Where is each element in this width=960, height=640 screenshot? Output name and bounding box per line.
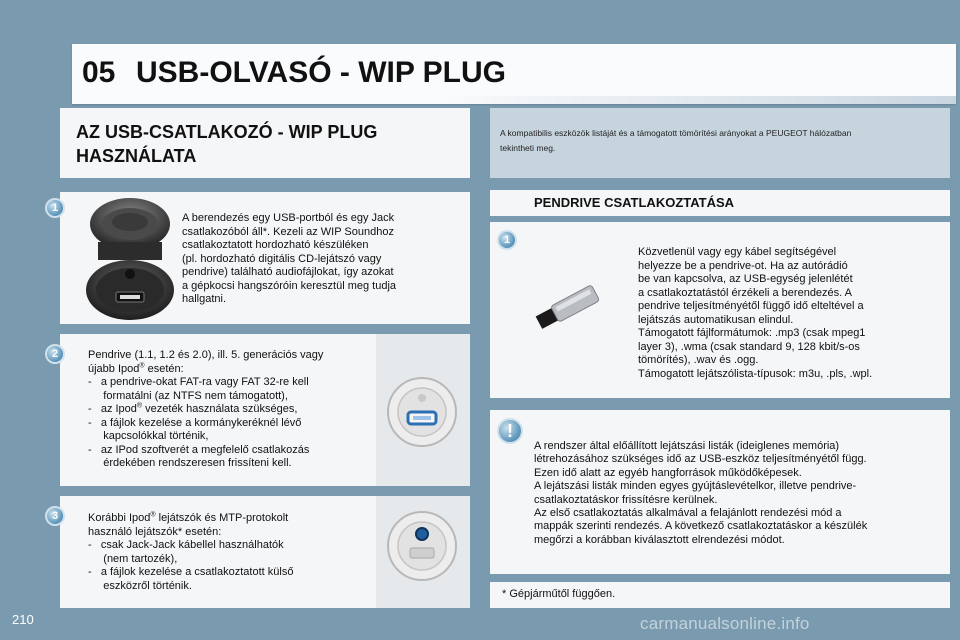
text-line: Ezen idő alatt az egyéb hangforrások működőképesek. xyxy=(534,466,802,479)
text-line: formatálni (az NTFS nem támogatott), xyxy=(88,389,288,402)
text-line: a gépkocsi hangszóróin keresztül meg tudja xyxy=(182,279,397,292)
text-line: A rendszer által előállított lejátszási listák (ideiglenes memória) xyxy=(534,440,840,452)
text-line: Pendrive (1.1, 1.2 és 2.0), ill. 5. generációs vagy xyxy=(88,349,324,361)
section-title-line: HASZNÁLATA xyxy=(76,146,197,166)
header-stripe xyxy=(436,96,956,104)
note-panel xyxy=(490,410,950,574)
text-line: - csak Jack-Jack kábellel használhatók xyxy=(88,539,284,551)
step-badge: 2 xyxy=(45,344,65,364)
text-line xyxy=(88,403,323,417)
registered-mark: ® xyxy=(150,511,156,519)
pendrive-section-header xyxy=(490,190,950,216)
step-badge: 1 xyxy=(45,198,65,218)
text-fragment: lejátszók és MTP-protokolt xyxy=(155,512,289,524)
text-line xyxy=(88,363,323,377)
text-line: - a fájlok kezelése a kormánykeréknél lévő xyxy=(88,416,302,429)
text-line: érdekében rendszeresen frissíteni kell. xyxy=(88,457,292,469)
info-text xyxy=(500,126,920,156)
pendrive-step1-text xyxy=(638,246,872,381)
pendrive-section-title: PENDRIVE CSATLAKOZTATÁSA xyxy=(534,195,735,210)
warning-icon: ! xyxy=(497,418,523,444)
usb-stick-illustration xyxy=(524,284,614,334)
page-header xyxy=(72,44,956,104)
text-line: - a pendrive-okat FAT-ra vagy FAT 32-re kell xyxy=(88,376,309,388)
section-title-box xyxy=(60,108,470,178)
text-line: kapcsolókkal történik, xyxy=(88,430,209,442)
text-line: a csatlakoztatástól érzékeli a berendezés. A xyxy=(638,286,853,299)
step2-panel xyxy=(51,334,470,486)
text-line: - a fájlok kezelése a csatlakoztatott külső xyxy=(88,566,294,578)
text-line: Közvetlenül vagy egy kábel segítségével xyxy=(638,246,837,258)
text-line: Támogatott fájlformátumok: .mp3 (csak mpeg1 xyxy=(638,327,866,339)
text-line: megőrzi a korábban kiválasztott elrendezési módot. xyxy=(534,533,785,546)
step3-text xyxy=(88,512,293,593)
text-line: csatlakozóból áll*. Kezeli az WIP Soundhoz xyxy=(182,225,394,238)
watermark-text: carmanualsonline.info xyxy=(640,614,810,633)
page-number: 210 xyxy=(12,612,34,627)
text-line: - az IPod szoftverét a megfelelő csatlakozás xyxy=(88,443,310,456)
text-line: layer 3), .wma (csak standard 9, 128 kbit/s-os xyxy=(638,340,860,353)
usb-jack-socket-illustration xyxy=(84,194,176,322)
text-fragment: - az Ipod xyxy=(88,403,137,415)
info-box xyxy=(490,108,950,178)
text-fragment: Korábbi Ipod xyxy=(88,512,151,524)
step-badge: 3 xyxy=(45,506,65,526)
info-line: tekintheti meg. xyxy=(500,143,556,153)
info-line: A kompatibilis eszközök listáját és a támogatott tömörítési arányokat a PEUGEOT hálózatban xyxy=(500,128,852,138)
section-title xyxy=(76,120,436,168)
text-line: csatlakoztatáskor frissítésre kerülnek. xyxy=(534,493,718,506)
footnote-panel xyxy=(490,582,950,608)
usb-port-illustration xyxy=(382,372,462,452)
text-line: pendrive teljesítményétől függő idő elteltével a xyxy=(638,300,864,312)
text-line: létrehozásához szükséges idő az USB-eszköz teljesítményétől függ. xyxy=(534,453,867,466)
text-line: csatlakoztatott hordozható készüléken xyxy=(182,239,369,251)
section-title-line: AZ USB-CSATLAKOZÓ - WIP PLUG xyxy=(76,122,378,142)
step1-text xyxy=(182,212,396,307)
registered-mark: ® xyxy=(139,361,145,369)
step1-panel xyxy=(51,192,470,324)
chapter-number: 05 xyxy=(82,56,116,89)
text-fragment: újabb Ipod xyxy=(88,362,140,375)
text-line: eszközről történik. xyxy=(88,579,192,592)
text-line: Támogatott lejátszólista-típusok: m3u, .pls, .wpl. xyxy=(638,367,873,380)
pendrive-step1-panel xyxy=(490,222,950,398)
note-text xyxy=(534,440,867,547)
text-line: (nem tartozék), xyxy=(88,552,178,565)
text-line: hallgatni. xyxy=(182,293,227,305)
footnote-text: * Gépjárműtől függően. xyxy=(502,588,616,600)
text-line: lejátszás automatikusan elindul. xyxy=(638,313,794,326)
text-fragment: esetén: xyxy=(144,362,184,375)
text-line: mappák szerinti rendezés. A következő csatlakoztatáskor a készülék xyxy=(534,520,868,533)
text-line: A lejátszási listák minden egyes gyújtáslevételkor, illetve pendrive- xyxy=(534,480,857,493)
text-line: használó lejátszók* esetén: xyxy=(88,525,222,538)
text-line: be van kapcsolva, az USB-egység jelenlétét xyxy=(638,273,853,285)
jack-port-illustration xyxy=(382,506,462,586)
text-line: tömörítés), .wav és .ogg. xyxy=(638,354,759,366)
text-line xyxy=(88,512,293,526)
text-line: Az első csatlakoztatás alkalmával a felajánlott rendezési mód a xyxy=(534,507,842,520)
text-line: A berendezés egy USB-portból és egy Jack xyxy=(182,212,395,224)
registered-mark: ® xyxy=(136,402,143,410)
step3-panel xyxy=(51,496,470,608)
text-line: (pl. hordozható digitális CD-lejátszó vagy xyxy=(182,252,382,265)
text-fragment: vezeték használata szükséges, xyxy=(142,403,298,415)
page-title: USB-OLVASÓ - WIP PLUG xyxy=(136,56,507,89)
text-line: helyezze be a pendrive-ot. Ha az autórádió xyxy=(638,259,848,272)
step-badge: 1 xyxy=(497,230,517,250)
step2-text xyxy=(88,349,323,471)
text-line: pendrive) található audiofájlokat, így azokat xyxy=(182,266,394,278)
